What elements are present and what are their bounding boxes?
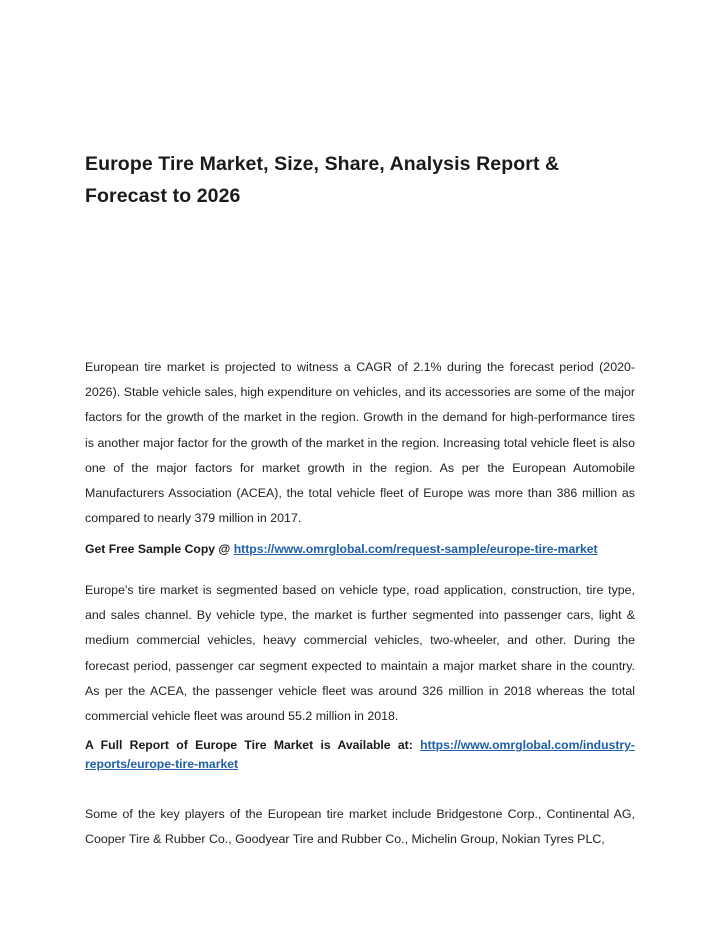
document-title: Europe Tire Market, Size, Share, Analysis Report & Forecast to 2026 <box>85 153 560 207</box>
segmentation-paragraph: Europe's tire market is segmented based on vehicle type, road application, construction, tire type, and sales channel. By vehicle type, the market is further segmented into passenger cars, light & medium commercial vehicles, heavy commercial vehicles, two-wheeler, and other. During the forecast period, passenger car segment expected to maintain a major market share in the country. As per the ACEA, the passenger vehicle fleet was around 326 million in 2018 whereas the total commercial vehicle fleet was around 55.2 million in 2018. <box>85 583 635 724</box>
key-players-paragraph: Some of the key players of the European tire market include Bridgestone Corp., Continental AG, Cooper Tire & Rubber Co., Goodyear Tire and Rubber Co., Michelin Group, Nokian Tyres PLC, <box>85 807 635 847</box>
full-report-link[interactable]: https://www.omrglobal.com/industry-reports/europe-tire-market <box>85 738 635 771</box>
sample-copy-line <box>85 539 635 559</box>
sample-copy-label: Get Free Sample Copy @ <box>85 542 234 556</box>
full-report-label: A Full Report of Europe Tire Market is Available at: <box>85 738 421 752</box>
sample-copy-link[interactable]: https://www.omrglobal.com/request-sample/europe-tire-market <box>233 542 598 556</box>
intro-paragraph: European tire market is projected to witness a CAGR of 2.1% during the forecast period (2020-2026). Stable vehicle sales, high expenditure on vehicles, and its accessories are some of the major factors for the growth of the market in the region. Growth in the demand for high-performance tires is another major factor for the growth of the market in the region. Increasing total vehicle fleet is also one of the major factors for market growth in the region. As per the European Automobile Manufacturers Association (ACEA), the total vehicle fleet of Europe was more than 386 million as compared to nearly 379 million in 2017. <box>85 360 635 526</box>
full-report-line <box>85 736 635 774</box>
